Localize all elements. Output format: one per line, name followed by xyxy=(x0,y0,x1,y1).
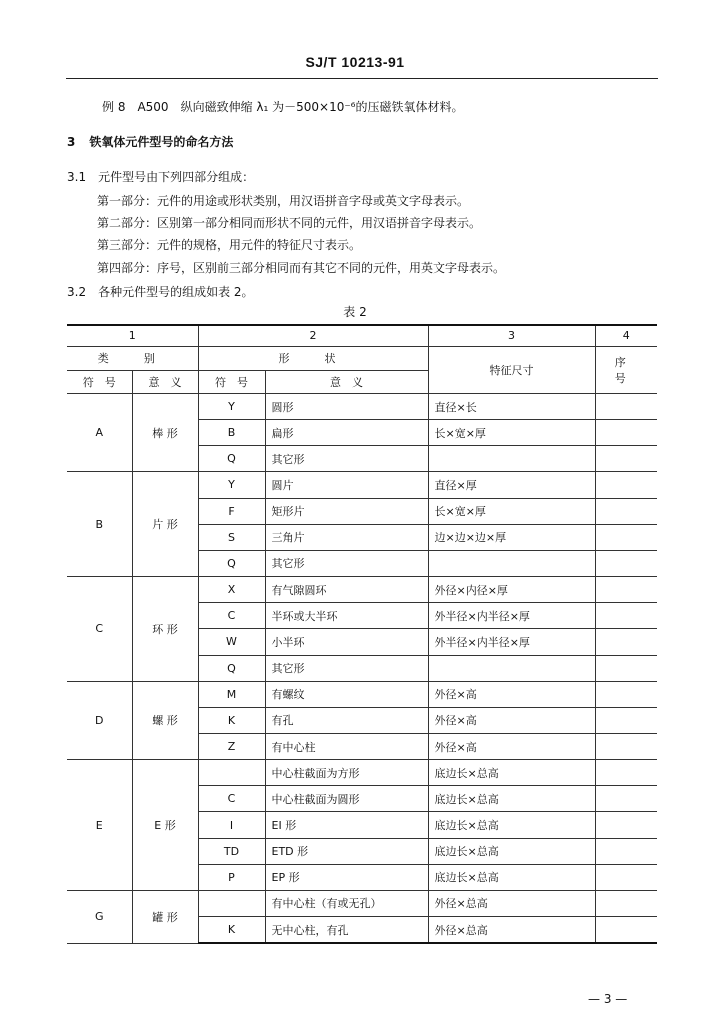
category-symbol: B xyxy=(67,472,132,577)
serial-cell xyxy=(595,812,657,838)
feature-size xyxy=(428,655,595,681)
shape-meaning: 有中心柱 xyxy=(265,733,428,759)
section-3-heading xyxy=(67,133,233,150)
clause-number: 3.1 xyxy=(67,170,87,184)
table-row xyxy=(67,393,657,419)
category-meaning: 片 形 xyxy=(132,472,198,577)
shape-meaning: 半环或大半环 xyxy=(265,603,428,629)
model-composition-table xyxy=(67,324,661,944)
feature-size: 外径×内径×厚 xyxy=(428,577,595,603)
serial-header xyxy=(595,346,661,393)
shape-meaning: 中心柱截面为方形 xyxy=(265,760,428,786)
feature-size: 底边长×总高 xyxy=(428,838,595,864)
shape-meaning: 有中心柱（有或无孔） xyxy=(265,890,428,916)
serial-cell xyxy=(595,629,657,655)
serial-cell xyxy=(595,707,657,733)
serial-cell xyxy=(595,524,657,550)
clause-text: 各种元件型号的组成如表 2。 xyxy=(98,285,254,299)
clause-text: 元件型号由下列四部分组成： xyxy=(98,170,255,184)
table-caption: 表 2 xyxy=(343,305,367,319)
shape-meaning: 有孔 xyxy=(265,707,428,733)
shape-symbol: C xyxy=(198,603,265,629)
shape-meaning: 圆片 xyxy=(265,472,428,498)
section-title: 铁氧体元件型号的命名方法 xyxy=(89,135,234,149)
serial-cell xyxy=(595,420,657,446)
table-body xyxy=(67,393,657,943)
category-header-label: 类 别 xyxy=(97,352,167,366)
shape-meaning: 其它形 xyxy=(265,446,428,472)
serial-cell xyxy=(595,681,657,707)
shape-meaning: 矩形片 xyxy=(265,498,428,524)
feature-size: 直径×长 xyxy=(428,393,595,419)
shape-symbol: Y xyxy=(198,472,265,498)
clause-3-1 xyxy=(67,168,254,185)
col-num: 3 xyxy=(428,325,595,346)
shape-symbol: P xyxy=(198,864,265,890)
feature-size-header: 特征尺寸 xyxy=(428,346,595,393)
shape-symbol: X xyxy=(198,577,265,603)
category-symbol: G xyxy=(67,890,132,943)
shape-meaning: 无中心柱，有孔 xyxy=(265,917,428,943)
col-num: 2 xyxy=(198,325,428,346)
column-number-row xyxy=(67,325,657,346)
col-num: 1 xyxy=(67,325,198,346)
shape-symbol: K xyxy=(198,707,265,733)
serial-cell xyxy=(595,786,657,812)
header-row-1 xyxy=(67,346,657,370)
feature-size: 外半径×内半径×厚 xyxy=(428,629,595,655)
document-code: SJ/T 10213-91 xyxy=(305,54,405,70)
clause-3-2 xyxy=(67,283,254,300)
serial-cell xyxy=(595,577,657,603)
part-3: 第三部分：元件的规格，用元件的特征尺寸表示。 xyxy=(97,238,362,252)
category-header xyxy=(67,346,198,370)
feature-size: 外径×高 xyxy=(428,681,595,707)
feature-size: 边×边×边×厚 xyxy=(428,524,595,550)
feature-size xyxy=(428,446,595,472)
shape-meaning: 其它形 xyxy=(265,550,428,576)
shape-symbol: C xyxy=(198,786,265,812)
shape-symbol: M xyxy=(198,681,265,707)
serial-cell xyxy=(595,393,657,419)
shape-meaning: EI 形 xyxy=(265,812,428,838)
feature-size: 底边长×总高 xyxy=(428,812,595,838)
serial-header-label: 序 号 xyxy=(614,355,661,385)
table-row xyxy=(67,890,657,916)
feature-size: 底边长×总高 xyxy=(428,864,595,890)
shape-meaning: 其它形 xyxy=(265,655,428,681)
category-symbol: C xyxy=(67,577,132,682)
section-number: 3 xyxy=(67,135,76,149)
feature-size: 外半径×内半径×厚 xyxy=(428,603,595,629)
shape-symbol: Y xyxy=(198,393,265,419)
category-symbol: A xyxy=(67,393,132,471)
serial-cell xyxy=(595,733,657,759)
shape-symbol: Q xyxy=(198,655,265,681)
shape-symbol: TD xyxy=(198,838,265,864)
table-row xyxy=(67,472,657,498)
shape-symbol xyxy=(198,760,265,786)
shape-meaning: EP 形 xyxy=(265,864,428,890)
feature-size: 外径×总高 xyxy=(428,890,595,916)
serial-cell xyxy=(595,498,657,524)
table-row xyxy=(67,760,657,786)
table-row xyxy=(67,577,657,603)
category-meaning: 棒 形 xyxy=(132,393,198,471)
shape-symbol: B xyxy=(198,420,265,446)
serial-cell xyxy=(595,838,657,864)
shape-meaning: 圆形 xyxy=(265,393,428,419)
clause-number: 3.2 xyxy=(67,285,87,299)
part-1: 第一部分：元件的用途或形状类别，用汉语拼音字母或英文字母表示。 xyxy=(97,194,470,208)
meaning-header: 意 义 xyxy=(132,370,198,393)
shape-header-label: 形 状 xyxy=(278,352,348,366)
meaning-header: 意 义 xyxy=(265,370,428,393)
part-4: 第四部分：序号，区别前三部分相同而有其它不同的元件，用英文字母表示。 xyxy=(97,261,506,275)
serial-cell xyxy=(595,550,657,576)
feature-size: 外径×高 xyxy=(428,733,595,759)
serial-cell xyxy=(595,603,657,629)
feature-size: 底边长×总高 xyxy=(428,786,595,812)
header-rule xyxy=(66,78,658,79)
col-num: 4 xyxy=(595,325,657,346)
feature-size: 外径×高 xyxy=(428,707,595,733)
category-meaning: 螺 形 xyxy=(132,681,198,759)
shape-meaning: 小半环 xyxy=(265,629,428,655)
shape-header xyxy=(198,346,428,370)
table-row xyxy=(67,681,657,707)
shape-meaning: 有气隙圆环 xyxy=(265,577,428,603)
category-symbol: E xyxy=(67,760,132,891)
shape-symbol: K xyxy=(198,917,265,943)
shape-symbol: Z xyxy=(198,733,265,759)
shape-symbol xyxy=(198,890,265,916)
category-meaning: 罐 形 xyxy=(132,890,198,943)
page-number: — 3 — xyxy=(588,992,628,1006)
shape-symbol: W xyxy=(198,629,265,655)
feature-size xyxy=(428,550,595,576)
category-meaning: E 形 xyxy=(132,760,198,891)
shape-symbol: F xyxy=(198,498,265,524)
feature-size: 直径×厚 xyxy=(428,472,595,498)
feature-size: 长×宽×厚 xyxy=(428,420,595,446)
serial-cell xyxy=(595,472,657,498)
serial-cell xyxy=(595,890,657,916)
feature-size: 长×宽×厚 xyxy=(428,498,595,524)
shape-meaning: 中心柱截面为圆形 xyxy=(265,786,428,812)
serial-cell xyxy=(595,864,657,890)
shape-symbol: S xyxy=(198,524,265,550)
symbol-header: 符 号 xyxy=(67,370,132,393)
serial-cell xyxy=(595,917,657,943)
shape-symbol: I xyxy=(198,812,265,838)
example-8: 例 8 A500 纵向磁致伸缩 λ₁ 为－500×10⁻⁶的压磁铁氧体材料。 xyxy=(102,100,464,114)
shape-meaning: 有螺纹 xyxy=(265,681,428,707)
serial-cell xyxy=(595,446,657,472)
shape-meaning: ETD 形 xyxy=(265,838,428,864)
serial-cell xyxy=(595,655,657,681)
shape-symbol: Q xyxy=(198,550,265,576)
symbol-header: 符 号 xyxy=(198,370,265,393)
feature-size: 外径×总高 xyxy=(428,917,595,943)
shape-meaning: 扁形 xyxy=(265,420,428,446)
shape-symbol: Q xyxy=(198,446,265,472)
feature-size: 底边长×总高 xyxy=(428,760,595,786)
category-symbol: D xyxy=(67,681,132,759)
category-meaning: 环 形 xyxy=(132,577,198,682)
serial-cell xyxy=(595,760,657,786)
part-2: 第二部分：区别第一部分相同而形状不同的元件，用汉语拼音字母表示。 xyxy=(97,216,482,230)
shape-meaning: 三角片 xyxy=(265,524,428,550)
